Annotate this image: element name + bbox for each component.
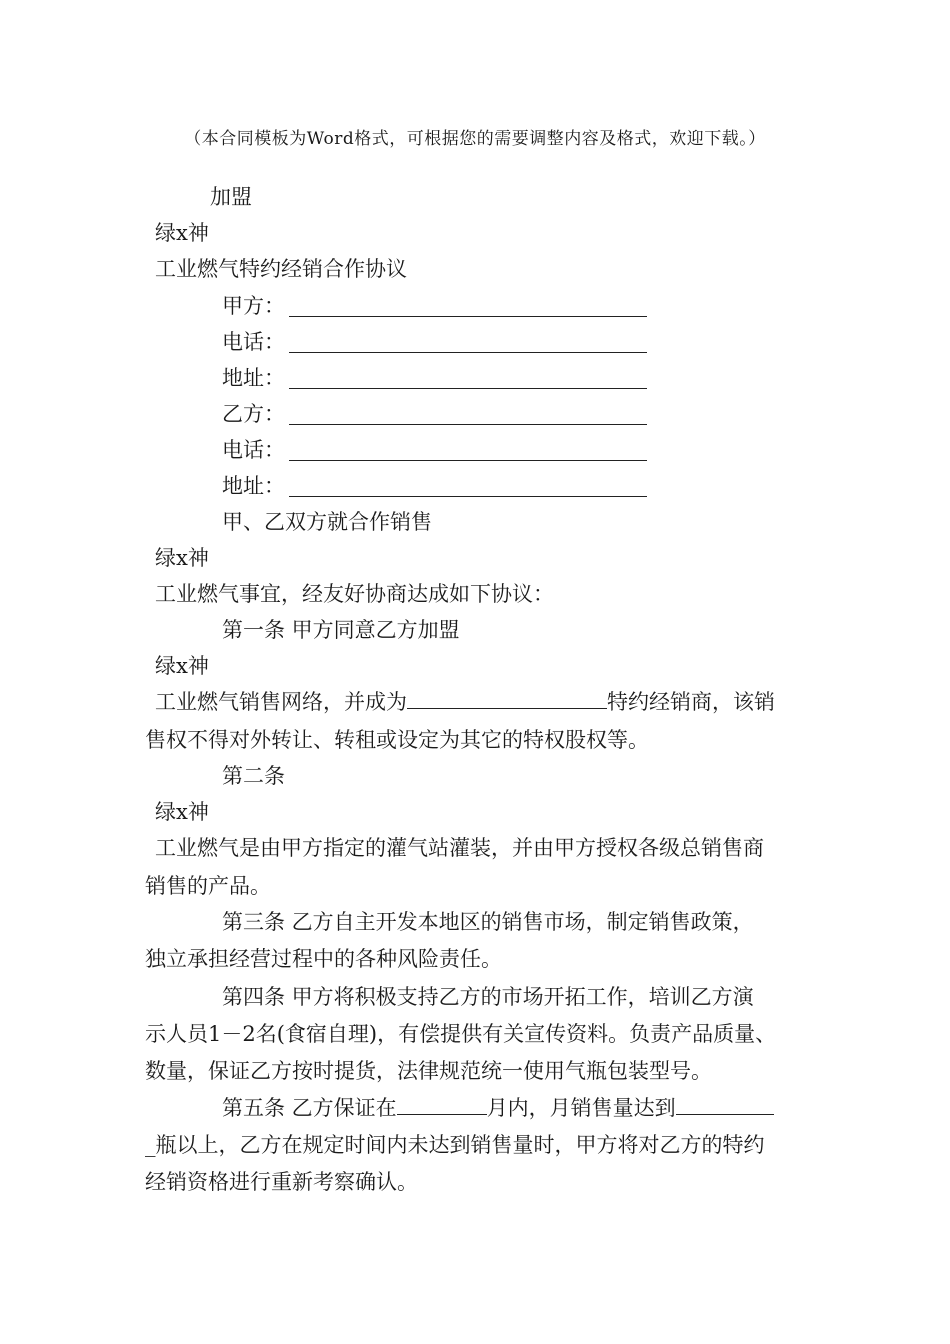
title-line-1: 加盟: [210, 185, 252, 209]
article1-line-1: 第一条 甲方同意乙方加盟: [222, 618, 460, 642]
party-a-address-blank[interactable]: [289, 387, 647, 389]
template-note: （本合同模板为Word格式，可根据您的需要调整内容及格式，欢迎下载。）: [184, 129, 766, 149]
article1-line-4: 售权不得对外转让、转租或设定为其它的特权股权等。: [145, 728, 649, 752]
article2-line-2: 绿x神: [155, 800, 209, 824]
article4-line-2: 示人员1－2名(食宿自理)，有偿提供有关宣传资料。负责产品质量、: [145, 1022, 777, 1046]
party-b-blank[interactable]: [289, 423, 647, 425]
intro-line-1: 甲、乙双方就合作销售: [222, 510, 432, 534]
article2-line-1: 第二条: [222, 764, 285, 788]
intro-line-2: 绿x神: [155, 546, 209, 570]
article2-line-3: 工业燃气是由甲方指定的灌气站灌装，并由甲方授权各级总销售商: [155, 836, 764, 860]
article5-line-3: 经销资格进行重新考察确认。: [145, 1170, 418, 1194]
party-a-blank[interactable]: [289, 315, 647, 317]
article5-line-1-pre: 第五条 乙方保证在: [222, 1096, 397, 1120]
article3-line-1: 第三条 乙方自主开发本地区的销售市场，制定销售政策，: [222, 910, 754, 934]
article2-line-4: 销售的产品。: [145, 874, 271, 898]
party-a-phone-blank[interactable]: [289, 351, 647, 353]
article1-line-2: 绿x神: [155, 654, 209, 678]
article1-line-3: [155, 687, 775, 717]
intro-line-3: 工业燃气事宜，经友好协商达成如下协议：: [155, 582, 554, 606]
party-a-field[interactable]: [222, 291, 652, 321]
article4-line-3: 数量，保证乙方按时提货，法律规范统一使用气瓶包装型号。: [145, 1059, 712, 1083]
article3-line-2: 独立承担经营过程中的各种风险责任。: [145, 947, 502, 971]
article1-line-3-pre: 工业燃气销售网络，并成为: [155, 690, 407, 714]
dealer-name-blank[interactable]: [407, 688, 607, 709]
party-b-phone-field[interactable]: [222, 435, 652, 465]
party-a-label: 甲方：: [222, 294, 285, 318]
months-blank[interactable]: [397, 1094, 487, 1115]
party-b-phone-label: 电话：: [222, 438, 285, 462]
party-b-address-field[interactable]: [222, 471, 652, 501]
article5-line-1-mid: 月内，月销售量达到: [486, 1096, 676, 1120]
party-b-phone-blank[interactable]: [289, 459, 647, 461]
title-line-3: 工业燃气特约经销合作协议: [155, 257, 407, 281]
party-b-field[interactable]: [222, 399, 652, 429]
sales-volume-blank[interactable]: [676, 1094, 774, 1115]
article5-line-2: _瓶以上，乙方在规定时间内未达到销售量时，甲方将对乙方的特约: [145, 1133, 765, 1157]
party-b-label: 乙方：: [222, 402, 285, 426]
party-a-phone-label: 电话：: [222, 330, 285, 354]
party-a-phone-field[interactable]: [222, 327, 652, 357]
party-a-address-label: 地址：: [222, 366, 285, 390]
party-b-address-label: 地址：: [222, 474, 285, 498]
party-a-address-field[interactable]: [222, 363, 652, 393]
article4-line-1: 第四条 甲方将积极支持乙方的市场开拓工作，培训乙方演: [222, 985, 754, 1009]
title-line-2: 绿x神: [155, 221, 209, 245]
party-b-address-blank[interactable]: [289, 495, 647, 497]
article1-line-3-post: 特约经销商，该销: [607, 690, 775, 714]
article5-line-1: [222, 1093, 774, 1123]
